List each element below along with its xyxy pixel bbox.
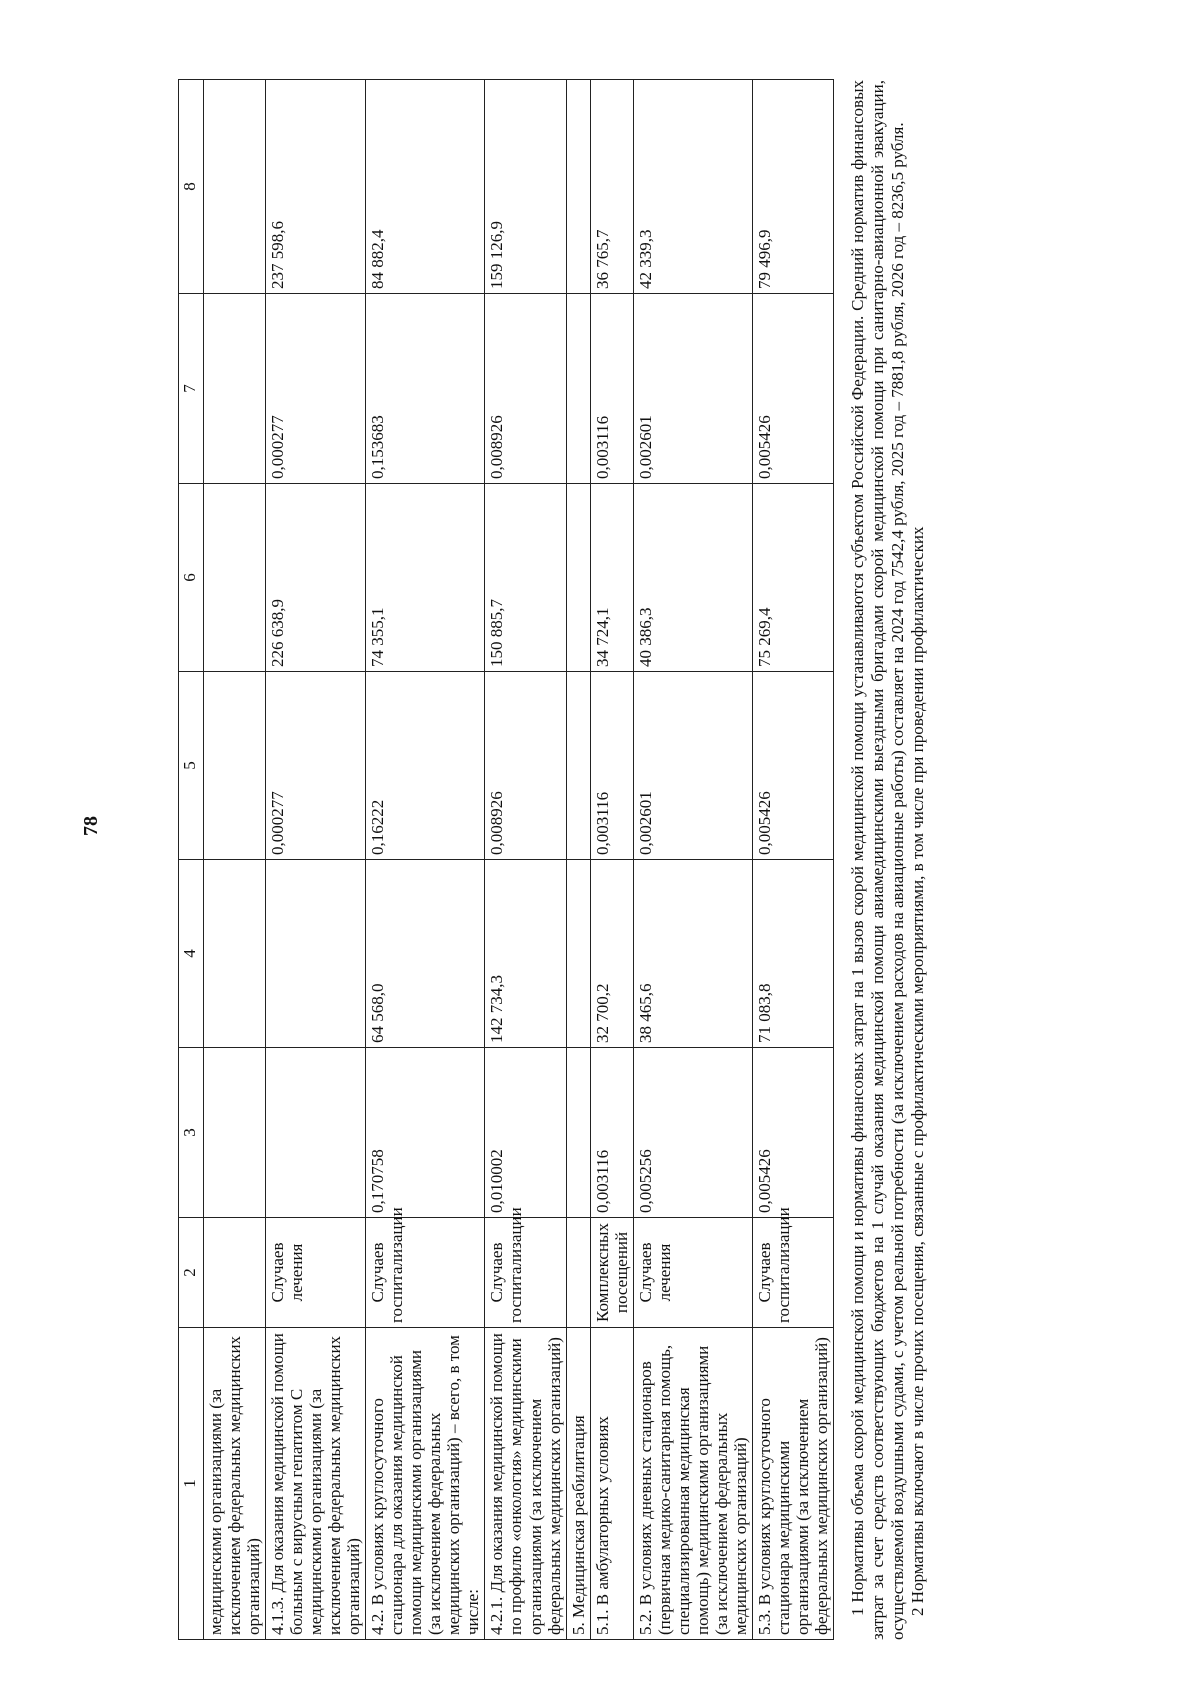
value-cell: 0,002601 <box>633 672 752 860</box>
empty-cell <box>566 1048 590 1218</box>
empty-cell <box>566 80 590 294</box>
value-cell: 32 700,2 <box>590 860 633 1048</box>
value-cell: 0,003116 <box>590 294 633 484</box>
value-cell <box>204 672 266 860</box>
row-label: 4.1.3. Для оказания медицинской помощи больным с вирусным гепатитом С медицинскими организациями (за исключением федеральных медицинских организаций) <box>266 1328 366 1640</box>
empty-cell <box>566 484 590 672</box>
table-row <box>752 80 833 1640</box>
col-header-1: 1 <box>179 1328 204 1640</box>
table-row <box>366 80 485 1640</box>
table-row <box>204 80 266 1640</box>
empty-cell <box>566 294 590 484</box>
value-cell: 42 339,3 <box>633 80 752 294</box>
footnote-1: 1 Нормативы объема скорой медицинской помощи и нормативы финансовых затрат на 1 вызов скорой медицинской помощи устанавливаются субъектом Российской Федерации. Средний норматив финансовых затрат за счет средств соответствующих бюджетов на 1 случай оказания медицинской помощи авиамедицинскими выездными бригадами скорой медицинской помощи при санитарно-авиационной эвакуации, осуществляемой воздушными судами, с учетом реальной потребности (за исключением расходов на авиационные работы) составляет на 2024 год 7542,4 рубля, 2025 год – 7881,8 рубля, 2026 год – 8236,5 рубля. <box>847 80 908 1640</box>
value-cell: 142 734,3 <box>485 860 566 1048</box>
header-row <box>179 80 204 1640</box>
value-cell: 79 496,9 <box>752 80 833 294</box>
value-cell: 0,16222 <box>366 672 485 860</box>
col-header-3: 3 <box>179 1048 204 1218</box>
value-cell: 0,010002 <box>485 1048 566 1218</box>
unit-cell: Случаев лечения <box>633 1218 752 1328</box>
unit-cell: Случаев госпитализации <box>752 1218 833 1328</box>
value-cell: 40 386,3 <box>633 484 752 672</box>
value-cell: 0,008926 <box>485 672 566 860</box>
value-cell: 0,008926 <box>485 294 566 484</box>
value-cell: 150 885,7 <box>485 484 566 672</box>
empty-cell <box>566 860 590 1048</box>
value-cell: 0,170758 <box>366 1048 485 1218</box>
value-cell: 0,005256 <box>633 1048 752 1218</box>
value-cell <box>266 860 366 1048</box>
row-label: 4.2.1. Для оказания медицинской помощи по профилю «онкология» медицинскими организациями (за исключением федеральных медицинских организаций) <box>485 1328 566 1640</box>
empty-cell <box>566 1218 590 1328</box>
value-cell: 0,003116 <box>590 1048 633 1218</box>
value-cell: 0,000277 <box>266 294 366 484</box>
value-cell: 0,005426 <box>752 294 833 484</box>
value-cell: 226 638,9 <box>266 484 366 672</box>
col-header-8: 8 <box>179 80 204 294</box>
value-cell: 38 465,6 <box>633 860 752 1048</box>
footnote-2: 2 Нормативы включают в числе прочих посещения, связанные с профилактическими мероприятиями, в том числе при проведении профилактических <box>908 526 928 1616</box>
empty-cell <box>566 672 590 860</box>
section-heading: 5. Медицинская реабилитация <box>566 1328 590 1640</box>
col-header-2: 2 <box>179 1218 204 1328</box>
value-cell: 0,000277 <box>266 672 366 860</box>
value-cell: 0,002601 <box>633 294 752 484</box>
value-cell <box>204 80 266 294</box>
value-cell <box>204 1048 266 1218</box>
value-cell: 0,005426 <box>752 1048 833 1218</box>
rotated-page-content <box>178 80 1128 1640</box>
col-header-7: 7 <box>179 294 204 484</box>
row-label: медицинскими организациями (за исключением федеральных медицинских организаций) <box>204 1328 266 1640</box>
value-cell: 74 355,1 <box>366 484 485 672</box>
value-cell: 71 083,8 <box>752 860 833 1048</box>
table-row <box>633 80 752 1640</box>
row-label: 4.2. В условиях круглосуточного стационара для оказания медицинской помощи медицинскими организациями (за исключением федеральных медицинских организаций) – всего, в том числе: <box>366 1328 485 1640</box>
col-header-6: 6 <box>179 484 204 672</box>
table-row <box>485 80 566 1640</box>
section-row <box>566 80 590 1640</box>
value-cell: 34 724,1 <box>590 484 633 672</box>
unit-cell: Комплексных посещений <box>590 1218 633 1328</box>
table-row <box>266 80 366 1640</box>
value-cell <box>204 860 266 1048</box>
value-cell: 64 568,0 <box>366 860 485 1048</box>
value-cell: 84 882,4 <box>366 80 485 294</box>
page-number: 78 <box>80 816 102 836</box>
value-cell: 237 598,6 <box>266 80 366 294</box>
col-header-4: 4 <box>179 860 204 1048</box>
normatives-table <box>178 79 834 1640</box>
value-cell: 159 126,9 <box>485 80 566 294</box>
value-cell: 75 269,4 <box>752 484 833 672</box>
unit-cell: Случаев лечения <box>266 1218 366 1328</box>
value-cell: 0,003116 <box>590 672 633 860</box>
value-cell: 36 765,7 <box>590 80 633 294</box>
value-cell <box>204 294 266 484</box>
col-header-5: 5 <box>179 672 204 860</box>
value-cell: 0,005426 <box>752 672 833 860</box>
row-label: 5.1. В амбулаторных условиях <box>590 1328 633 1640</box>
value-cell <box>266 1048 366 1218</box>
row-label: 5.2. В условиях дневных стационаров (первичная медико-санитарная помощь, специализированная медицинская помощь) медицинскими организациями (за исключением федеральных медицинских организаций) <box>633 1328 752 1640</box>
value-cell: 0,153683 <box>366 294 485 484</box>
unit-cell <box>204 1218 266 1328</box>
value-cell <box>204 484 266 672</box>
row-label: 5.3. В условиях круглосуточного стационара медицинскими организациями (за исключением федеральных медицинских организаций) <box>752 1328 833 1640</box>
table-row <box>590 80 633 1640</box>
unit-cell: Случаев госпитализации <box>366 1218 485 1328</box>
unit-cell: Случаев госпитализации <box>485 1218 566 1328</box>
footnotes <box>848 80 928 1640</box>
